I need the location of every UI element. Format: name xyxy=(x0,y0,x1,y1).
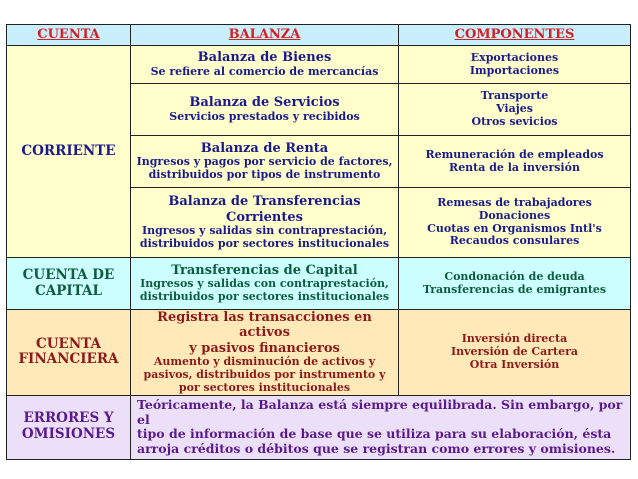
componente-item: Renta de la inversión xyxy=(449,160,580,174)
componente-item: Importaciones xyxy=(469,63,560,77)
componentes-transferencias-cell xyxy=(399,188,631,258)
componentes-renta-cell xyxy=(399,136,631,188)
cuenta-capital-label-1: CUENTA DE xyxy=(22,266,115,283)
errores-text-2: tipo de información de base que se utiliza para su elaboración, ésta xyxy=(137,426,612,442)
errores-description xyxy=(131,395,631,459)
componentes-financiera-cell xyxy=(399,310,631,396)
balanza-transferencias-subtitle-2: distribuidos por sectores institucionales xyxy=(139,236,390,250)
balanza-renta-title: Balanza de Renta xyxy=(200,140,329,156)
balanza-renta-cell xyxy=(131,136,399,188)
balance-of-payments-table xyxy=(6,24,631,460)
componente-item: Viajes xyxy=(496,102,533,116)
row-financiera xyxy=(7,310,631,396)
componente-item: Remesas de trabajadores xyxy=(437,195,592,209)
errores-text-3: arroja créditos o débitos que se registran como errores y omisiones. xyxy=(137,441,616,457)
componentes-capital-cell xyxy=(399,258,631,310)
componente-item: Donaciones xyxy=(478,208,551,222)
componentes-bienes-cell xyxy=(399,46,631,84)
header-componentes: COMPONENTES xyxy=(399,25,631,46)
balanza-capital-cell xyxy=(131,258,399,310)
balanza-capital-subtitle-1: Ingresos y salidas con contraprestación, xyxy=(140,277,389,291)
componente-item: Otros sevicios xyxy=(471,114,558,128)
cuenta-financiera-label xyxy=(7,310,131,396)
componente-item: Cuotas en Organismos Intl's xyxy=(427,221,602,235)
cuenta-errores-label-2: OMISIONES xyxy=(21,426,116,443)
balanza-bienes-subtitle: Se refiere al comercio de mercancías xyxy=(150,64,379,78)
row-capital xyxy=(7,258,631,310)
cuenta-errores-label xyxy=(7,395,131,459)
cuenta-financiera-label-2: FINANCIERA xyxy=(18,351,119,368)
componente-item: Recaudos consulares xyxy=(449,234,580,248)
balanza-financiera-title-2: y pasivos financieros xyxy=(189,340,340,356)
cuenta-corriente-label: CORRIENTE xyxy=(7,46,131,258)
componente-item: Transferencias de emigrantes xyxy=(422,282,607,296)
row-errores xyxy=(7,395,631,459)
balanza-capital-subtitle-2: distribuidos por sectores institucionales xyxy=(139,290,390,304)
header-cuenta: CUENTA xyxy=(7,25,131,46)
componente-item: Exportaciones xyxy=(470,50,559,64)
balanza-renta-subtitle-2: distribuidos por tipos de instrumento xyxy=(148,168,381,182)
header-balanza: BALANZA xyxy=(131,25,399,46)
componente-item: Inversión de Cartera xyxy=(450,344,579,358)
balanza-financiera-cell xyxy=(131,310,399,396)
balanza-financiera-subtitle-1: Aumento y disminución de activos y xyxy=(153,354,376,368)
balanza-transferencias-subtitle-1: Ingresos y salidas sin contraprestación, xyxy=(141,223,388,237)
componente-item: Otra Inversión xyxy=(469,357,560,371)
balanza-renta-subtitle-1: Ingresos y pagos por servicio de factores, xyxy=(136,155,393,169)
balanza-transferencias-title: Balanza de Transferencias Corrientes xyxy=(168,194,361,225)
balanza-capital-title: Transferencias de Capital xyxy=(171,262,358,278)
componente-item: Condonación de deuda xyxy=(444,269,585,283)
balanza-bienes-cell xyxy=(131,46,399,84)
cuenta-capital-label-2: CAPITAL xyxy=(35,282,102,299)
errores-text-1: Teóricamente, la Balanza está siempre equilibrada. Sin embargo, por el xyxy=(137,396,623,427)
componentes-servicios-cell xyxy=(399,84,631,136)
componente-item: Remuneración de empleados xyxy=(425,147,604,161)
cuenta-capital-label xyxy=(7,258,131,310)
componente-item: Transporte xyxy=(480,89,549,103)
balanza-servicios-subtitle: Servicios prestados y recibidos xyxy=(169,109,360,123)
balanza-financiera-subtitle-3: por sectores institucionales xyxy=(178,380,351,394)
cuenta-errores-label-1: ERRORES Y xyxy=(23,410,114,427)
cuenta-financiera-label-1: CUENTA xyxy=(36,335,101,352)
row-bienes xyxy=(7,46,631,84)
balanza-bienes-title: Balanza de Bienes xyxy=(197,50,332,66)
balanza-financiera-subtitle-2: pasivos, distribuidos por instrumento y xyxy=(143,367,386,381)
balanza-servicios-title: Balanza de Servicios xyxy=(189,95,340,111)
balanza-financiera-title-1: Registra las transacciones en activos xyxy=(157,310,372,341)
balanza-transferencias-cell xyxy=(131,188,399,258)
header-row xyxy=(7,25,631,46)
balanza-servicios-cell xyxy=(131,84,399,136)
componente-item: Inversión directa xyxy=(461,331,568,345)
